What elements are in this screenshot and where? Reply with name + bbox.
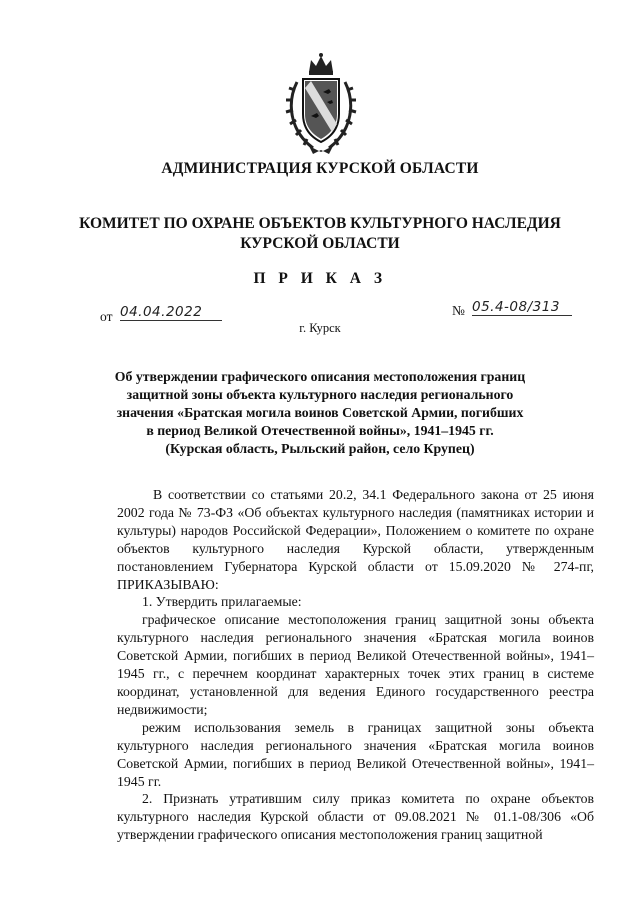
- committee-title-line: КОМИТЕТ ПО ОХРАНЕ ОБЪЕКТОВ КУЛЬТУРНОГО НАСЛЕДИЯ: [79, 215, 561, 232]
- body-paragraph: В соответствии со статьями 20.2, 34.1 Федерального закона от 25 июня 2002 года № 73-ФЗ «Об объектах культурного наследия (памятниках истории и культуры) народов Российской Федерации», Положением о комитете по охране объектов культурного наследия Курской области, утвержденным постановлением Губернатора Курской области от 15.09.2020 № 274-пг, ПРИКАЗЫВАЮ:: [117, 487, 594, 592]
- body-paragraph: 1. Утвердить прилагаемые:: [142, 594, 302, 610]
- date-label: от: [100, 309, 113, 324]
- subject-line: защитной зоны объекта культурного наследия регионального: [126, 387, 514, 402]
- body-paragraph: режим использования земель в границах защитной зоны объекта культурного наследия регионального значения «Братская могила воинов Советской Армии, погибших в период Великой Отечественной войны», 1941–1945 гг.: [117, 719, 594, 789]
- coat-of-arms-icon: [283, 52, 359, 156]
- body-paragraph: графическое описание местоположения границ защитной зоны объекта культурного наследия регионального значения «Братская могила воинов Советской Армии, погибших в период Великой Отечественной войны», 1941–1945 гг., с перечнем координат характерных точек этих границ в системе координат, установленной для ведения Единого государственного реестра недвижимости;: [117, 612, 594, 717]
- committee-title: [0, 214, 640, 254]
- committee-title-line: КУРСКОЙ ОБЛАСТИ: [240, 235, 400, 252]
- subject-line: значения «Братская могила воинов Советской Армии, погибших: [116, 405, 524, 420]
- document-type-heading: П Р И К А З: [253, 270, 387, 287]
- subject-line: в период Великой Отечественной войны», 1941–1945 гг.: [146, 423, 494, 438]
- order-subject: [0, 368, 640, 458]
- administration-title: АДМИНИСТРАЦИЯ КУРСКОЙ ОБЛАСТИ: [161, 160, 479, 177]
- city-label: г. Курск: [299, 321, 341, 335]
- date-value: 04.04.2022: [120, 304, 222, 321]
- order-number-value: 05.4-08/313: [472, 299, 572, 316]
- body-paragraph: 2. Признать утратившим силу приказ комитета по охране объектов культурного наследия Курской области от 09.08.2021 № 01.1-08/306 «Об утверждении графического описания местоположения границ защитной: [117, 791, 594, 843]
- order-number-label: №: [452, 303, 465, 318]
- order-body: [117, 486, 594, 844]
- subject-line: (Курская область, Рыльский район, село Крупец): [165, 441, 475, 456]
- subject-line: Об утверждении графического описания местоположения границ: [114, 369, 526, 384]
